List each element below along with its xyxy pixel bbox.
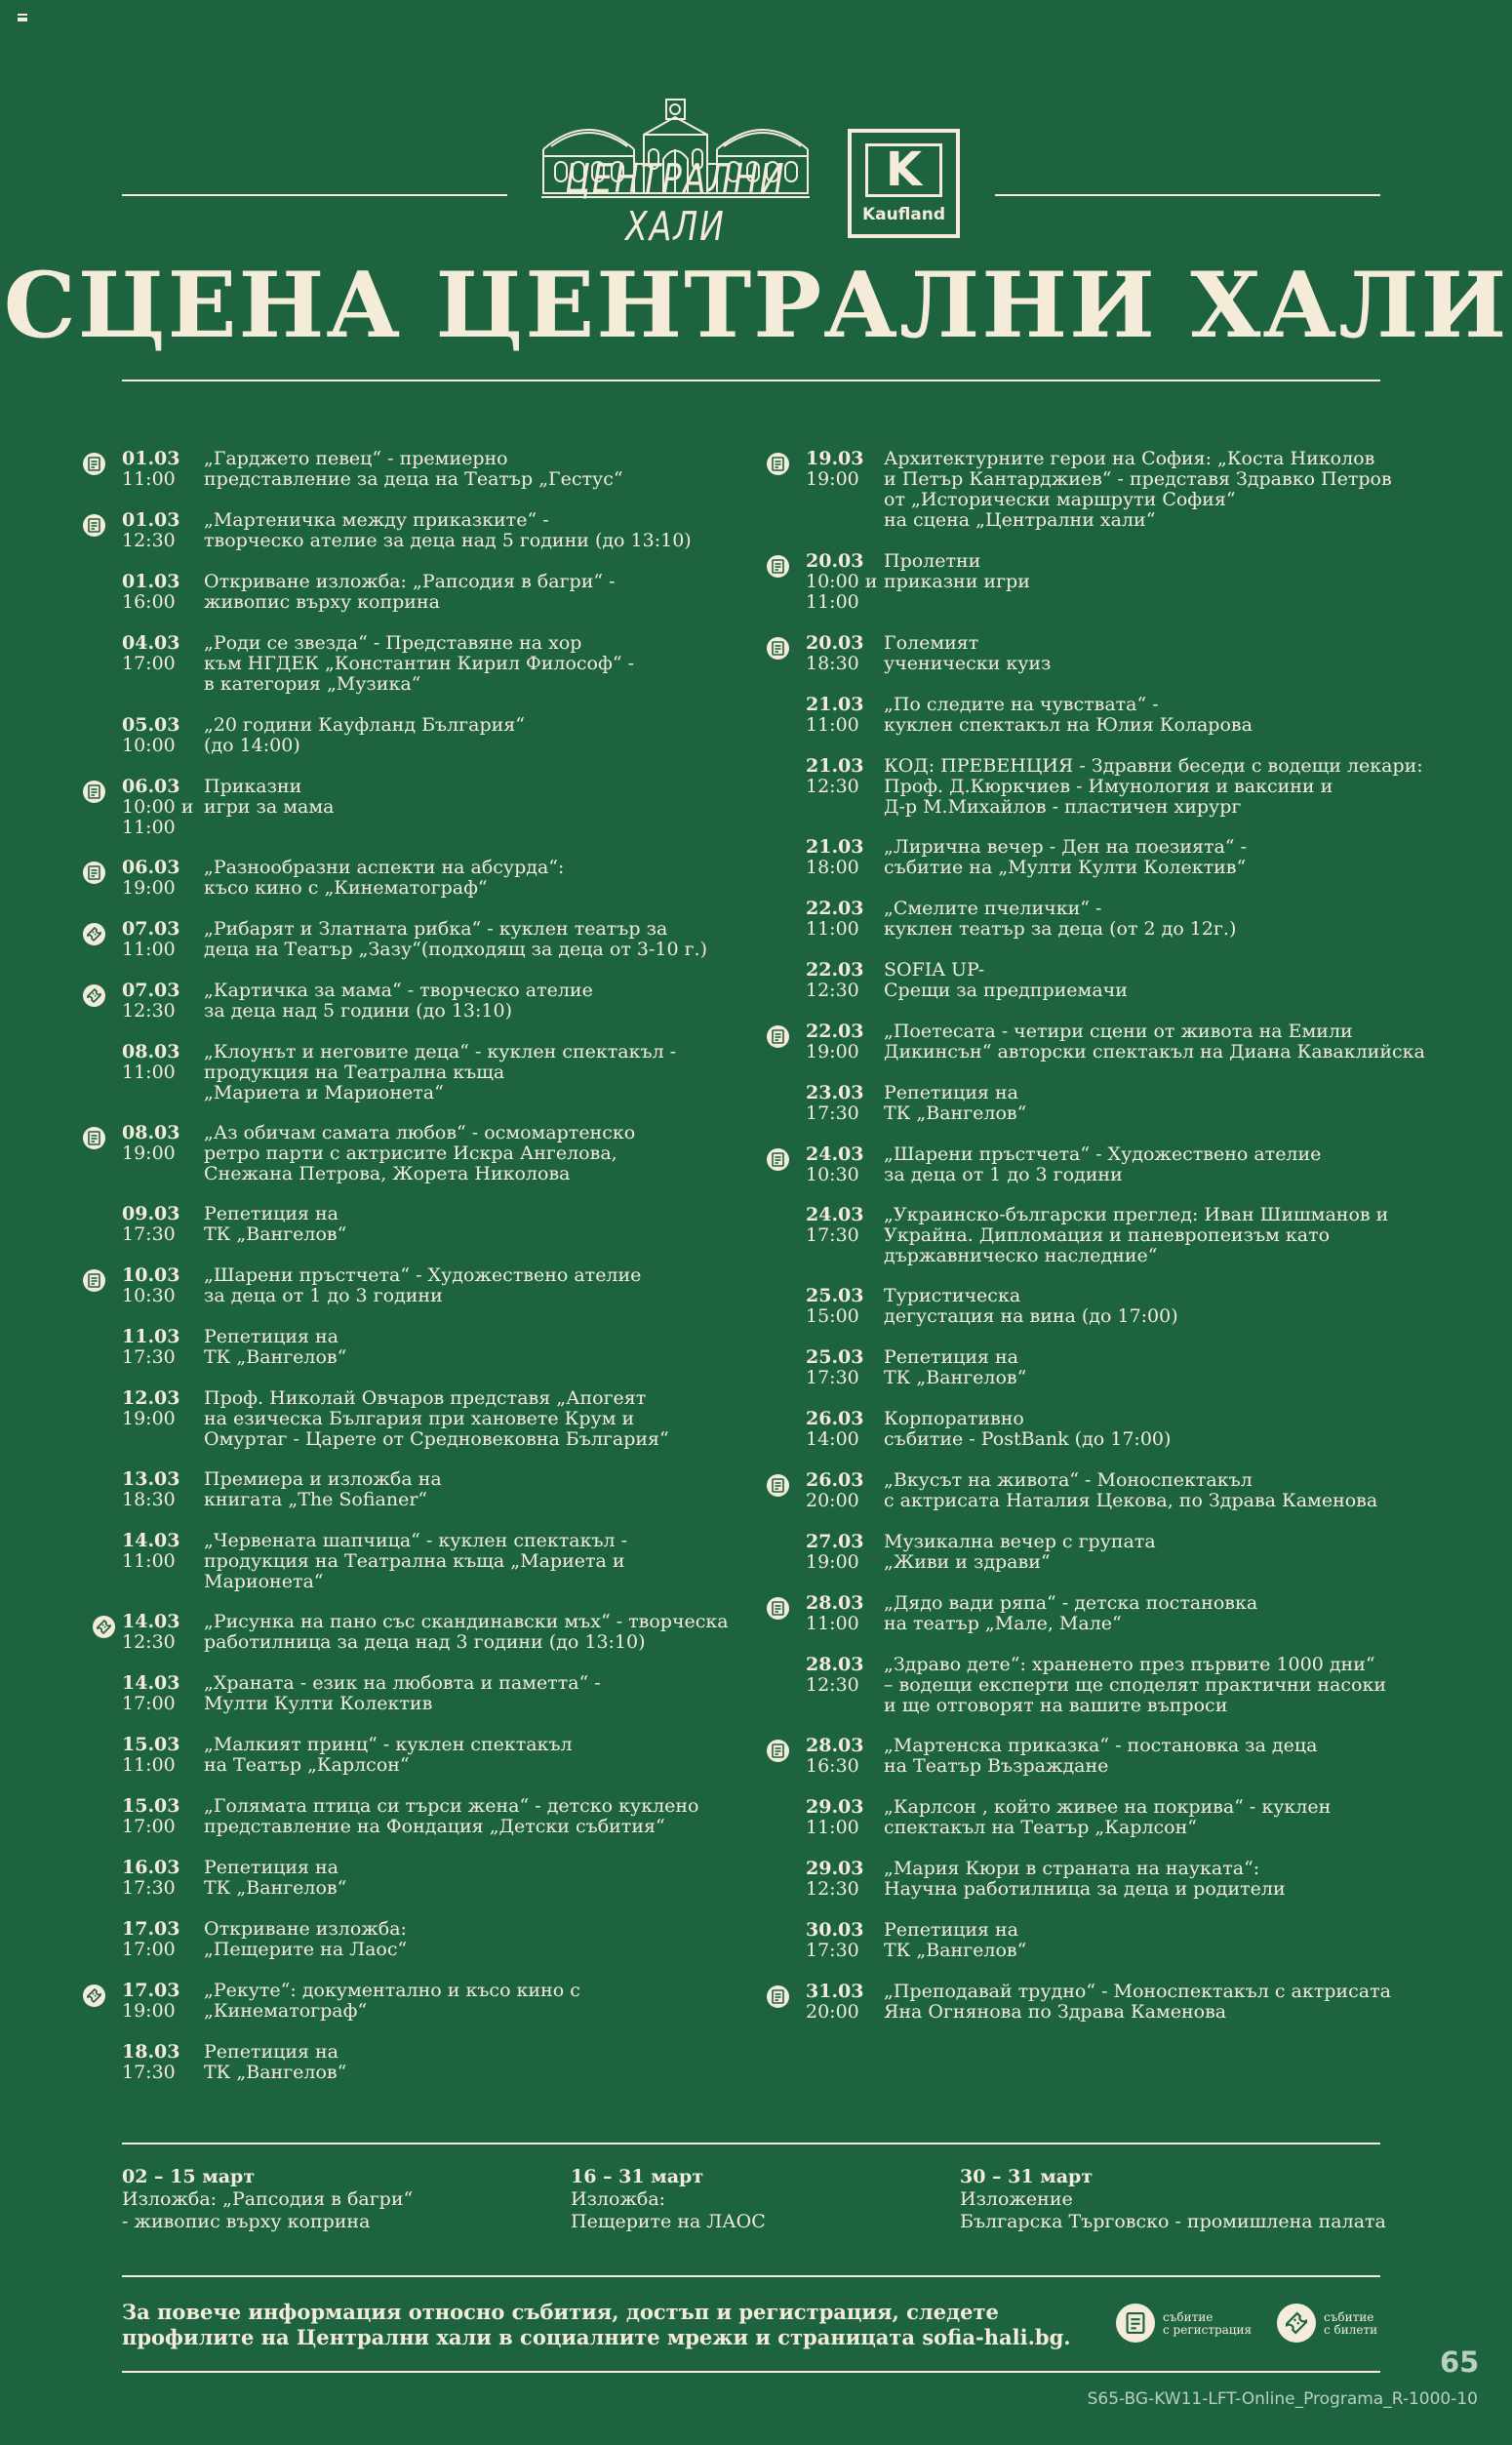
event-description: „Мартенска приказка“ - постановка за деца на Театър Възраждане bbox=[884, 1735, 1318, 1777]
event-description: „Шарени пръстчета“ - Художествено ателие за деца от 1 до 3 години bbox=[204, 1264, 642, 1306]
event-description: „По следите на чувствата“ - куклен спектакъл на Юлия Коларова bbox=[884, 694, 1253, 736]
page-title: СЦЕНА ЦЕНТРАЛНИ ХАЛИ bbox=[3, 252, 1509, 358]
event-description: „Разнообразни аспекти на абсурда“: късо кино с „Кинематограф“ bbox=[204, 857, 565, 899]
event-time: 12:30 bbox=[806, 1878, 859, 1900]
exhibition-dates: 16 – 31 март bbox=[571, 2166, 704, 2187]
event-time: 12:30 bbox=[122, 1631, 176, 1653]
registration-icon bbox=[83, 781, 105, 803]
event-date: 21.03 bbox=[806, 836, 864, 858]
event-time: 19:00 bbox=[122, 2000, 176, 2022]
event-time: 19:00 bbox=[806, 1551, 859, 1573]
event-time: 12:30 bbox=[806, 776, 859, 797]
title-rule bbox=[122, 380, 1380, 381]
event-description: „Шарени пръстчета“ - Художествено ателие за деца от 1 до 3 години bbox=[884, 1143, 1322, 1185]
ticket-icon bbox=[83, 923, 105, 945]
event-date: 28.03 bbox=[806, 1592, 864, 1614]
event-date: 08.03 bbox=[122, 1041, 180, 1062]
event-description: „Здраво дете“: храненето през първите 1000 дни“ – водещи експерти ще споделят практични насоки и ще отговорят на вашите въпроси bbox=[884, 1654, 1387, 1716]
registration-icon bbox=[83, 1127, 105, 1149]
event-date: 22.03 bbox=[806, 959, 864, 981]
event-date: 24.03 bbox=[806, 1204, 864, 1225]
event-time: 18:30 bbox=[122, 1489, 176, 1510]
event-description: „Рисунка на пано със скандинавски мъх“ - творческа работилница за деца над 3 години (до 13:10) bbox=[204, 1611, 729, 1653]
event-date: 25.03 bbox=[806, 1285, 864, 1306]
event-description: „Голямата птица си търси жена“ - детско куклено представление на Фондация „Детски събития“ bbox=[204, 1795, 699, 1837]
event-date: 14.03 bbox=[122, 1530, 180, 1551]
event-time: 17:00 bbox=[122, 653, 176, 674]
event-date: 14.03 bbox=[122, 1672, 180, 1694]
event-time: 20:00 bbox=[806, 2001, 859, 2023]
kaufland-logo bbox=[848, 129, 960, 238]
event-time: 17:30 bbox=[806, 1367, 859, 1388]
event-time: 16:30 bbox=[806, 1755, 859, 1777]
registration-icon bbox=[83, 1269, 105, 1292]
event-description: „Малкият принц“ - куклен спектакъл на Театър „Карлсон“ bbox=[204, 1734, 573, 1776]
event-description: „Роди се звезда“ - Представяне на хор към НГДЕК „Константин Кирил Философ“ - в категория „Музика“ bbox=[204, 632, 635, 695]
event-date: 28.03 bbox=[806, 1735, 864, 1756]
event-time: 17:30 bbox=[806, 1102, 859, 1124]
event-date: 06.03 bbox=[122, 776, 180, 797]
event-time: 11:00 bbox=[122, 1754, 176, 1776]
event-date: 21.03 bbox=[806, 755, 864, 777]
ticket-icon bbox=[83, 984, 105, 1007]
event-description: Репетиция на ТК „Вангелов“ bbox=[204, 1203, 347, 1245]
header-rule-right bbox=[995, 194, 1380, 196]
event-time: 17:00 bbox=[122, 1816, 176, 1837]
event-date: 16.03 bbox=[122, 1857, 180, 1878]
ticket-icon bbox=[1277, 2304, 1316, 2343]
event-time: 17:30 bbox=[806, 1940, 859, 1961]
registration-icon bbox=[767, 1474, 789, 1497]
event-time: 17:00 bbox=[122, 1939, 176, 1960]
event-time: 11:00 bbox=[806, 1613, 859, 1634]
event-time: 11:00 bbox=[806, 714, 859, 736]
event-description: Корпоративно събитие - PostBank (до 17:00) bbox=[884, 1408, 1172, 1450]
event-date: 07.03 bbox=[122, 918, 180, 940]
registration-icon bbox=[767, 453, 789, 475]
event-time: 10:00 и 11:00 bbox=[122, 796, 194, 838]
event-description: Музикална вечер с групата „Живи и здрави“ bbox=[884, 1531, 1156, 1573]
event-description: „Мартеничка между приказките“ - творческо ателие за деца над 5 години (до 13:10) bbox=[204, 509, 692, 551]
footer-top-rule bbox=[122, 2275, 1380, 2277]
event-date: 11.03 bbox=[122, 1326, 180, 1347]
exhibition-dates: 30 – 31 март bbox=[960, 2166, 1094, 2187]
event-time: 11:00 bbox=[122, 939, 176, 960]
event-description: „Поетесата - четири сцени от живота на Емили Дикинсън“ авторски спектакъл на Диана Каваклийска bbox=[884, 1021, 1425, 1062]
event-description: „Преподавай трудно“ - Моноспектакъл с актрисата Яна Огнянова по Здрава Каменова bbox=[884, 1981, 1391, 2023]
event-date: 27.03 bbox=[806, 1531, 864, 1552]
exhibition-item bbox=[571, 2166, 766, 2233]
event-date: 12.03 bbox=[122, 1387, 180, 1409]
registration-icon bbox=[767, 1985, 789, 2008]
event-time: 14:00 bbox=[806, 1428, 859, 1450]
event-description: „Мария Кюри в страната на науката“: Научна работилница за деца и родители bbox=[884, 1858, 1286, 1900]
registration-icon bbox=[83, 453, 105, 475]
event-date: 07.03 bbox=[122, 980, 180, 1001]
event-date: 20.03 bbox=[806, 550, 864, 572]
event-date: 25.03 bbox=[806, 1346, 864, 1368]
event-description: „Храната - език на любовта и паметта“ - Мулти Култи Колектив bbox=[204, 1672, 601, 1714]
legend-ticket-label: събитие с билети bbox=[1324, 2310, 1378, 2337]
event-date: 09.03 bbox=[122, 1203, 180, 1224]
registration-icon bbox=[767, 555, 789, 578]
event-time: 10:00 bbox=[122, 735, 176, 756]
exhibitions-top-rule bbox=[122, 2143, 1380, 2144]
event-description: Архитектурните герои на София: „Коста Николов и Петър Кантарджиев“ - представя Здравко Петров от „Исторически маршрути София“ на сцена „Централни хали“ bbox=[884, 448, 1392, 531]
event-date: 29.03 bbox=[806, 1796, 864, 1818]
registration-icon bbox=[767, 1148, 789, 1171]
event-time: 18:30 bbox=[806, 653, 859, 674]
event-description: „Гарджето певец“ - премиерно представление за деца на Театър „Гестус“ bbox=[204, 448, 623, 490]
registration-icon bbox=[767, 637, 789, 660]
kaufland-wordmark: Kaufland bbox=[861, 205, 946, 224]
event-date: 21.03 bbox=[806, 694, 864, 715]
legend-registration-label: събитие с регистрация bbox=[1163, 2310, 1253, 2337]
event-description: Премиера и изложба на книгата „The Sofianer“ bbox=[204, 1468, 442, 1510]
event-description: Проф. Николай Овчаров представя „Апогеят на езическа България при хановете Крум и Омуртаг - Царете от Средновековна България“ bbox=[204, 1387, 669, 1450]
event-description: „Лирична вечер - Ден на поезията“ - събитие на „Мулти Култи Колектив“ bbox=[884, 836, 1247, 878]
event-date: 14.03 bbox=[122, 1611, 180, 1632]
event-description: Големият ученически куиз bbox=[884, 632, 1052, 674]
event-date: 22.03 bbox=[806, 1021, 864, 1042]
event-description: Репетиция на ТК „Вангелов“ bbox=[204, 2041, 347, 2083]
page-number: 65 bbox=[1440, 2345, 1480, 2379]
registration-icon bbox=[1116, 2304, 1155, 2343]
central-halls-name: ЦЕНТРАЛНИ ХАЛИ bbox=[565, 154, 786, 250]
event-date: 17.03 bbox=[122, 1918, 180, 1940]
exhibition-dates: 02 – 15 март bbox=[122, 2166, 256, 2187]
event-description: „Вкусът на живота“ - Моноспектакъл с актрисата Наталия Цекова, по Здрава Каменова bbox=[884, 1469, 1378, 1511]
event-time: 19:00 bbox=[122, 1408, 176, 1429]
event-date: 22.03 bbox=[806, 898, 864, 919]
event-date: 08.03 bbox=[122, 1122, 180, 1143]
event-date: 01.03 bbox=[122, 571, 180, 592]
kaufland-k-letter: K bbox=[885, 142, 923, 197]
exhibition-line: Изложение bbox=[960, 2188, 1073, 2210]
event-description: Откриване изложба: „Пещерите на Лаос“ bbox=[204, 1918, 408, 1960]
event-description: Туристическа дегустация на вина (до 17:00) bbox=[884, 1285, 1178, 1327]
registration-icon bbox=[83, 862, 105, 884]
event-date: 05.03 bbox=[122, 714, 180, 736]
footer-info-text: За повече информация относно събития, достъп и регистрация, следете профилите на Централни хали в социалните мрежи и страницата sofia-hali.bg. bbox=[122, 2300, 1071, 2349]
event-date: 15.03 bbox=[122, 1734, 180, 1755]
event-description: „Дядо вади ряпа“ - детска постановка на театър „Мале, Мале“ bbox=[884, 1592, 1258, 1634]
event-time: 19:00 bbox=[806, 468, 859, 490]
event-time: 11:00 bbox=[122, 1550, 176, 1572]
event-description: „Картичка за мама“ - творческо ателие за деца над 5 години (до 13:10) bbox=[204, 980, 593, 1022]
event-time: 19:00 bbox=[122, 877, 176, 899]
event-description: Репетиция на ТК „Вангелов“ bbox=[204, 1857, 347, 1899]
event-description: Пролетни приказни игри bbox=[884, 550, 1030, 592]
event-time: 10:30 bbox=[122, 1285, 176, 1306]
exhibition-item bbox=[960, 2166, 1386, 2233]
event-description: „Рекуте“: документално и късо кино с „Кинематограф“ bbox=[204, 1980, 580, 2022]
header-rule-left bbox=[122, 194, 507, 196]
event-date: 13.03 bbox=[122, 1468, 180, 1490]
event-time: 17:30 bbox=[122, 2062, 176, 2083]
ticket-icon bbox=[83, 1984, 105, 2007]
event-description: „Аз обичам самата любов“ - осмомартенско ретро парти с актрисите Искра Ангелова, Снежана Петрова, Жорета Николова bbox=[204, 1122, 636, 1184]
event-date: 26.03 bbox=[806, 1469, 864, 1491]
event-date: 26.03 bbox=[806, 1408, 864, 1429]
registration-icon bbox=[767, 1597, 789, 1620]
event-description: Репетиция на ТК „Вангелов“ bbox=[884, 1919, 1027, 1961]
event-description: SOFIA UP- Срещи за предприемачи bbox=[884, 959, 1128, 1001]
event-description: Репетиция на ТК „Вангелов“ bbox=[884, 1346, 1027, 1388]
registration-icon bbox=[767, 1025, 789, 1048]
document-code: S65-BG-KW11-LFT-Online_Programa_R-1000-10 bbox=[1087, 2389, 1478, 2409]
event-time: 17:30 bbox=[122, 1877, 176, 1899]
event-date: 18.03 bbox=[122, 2041, 180, 2063]
event-date: 15.03 bbox=[122, 1795, 180, 1817]
exhibition-line: - живопис върху коприна bbox=[122, 2211, 371, 2232]
event-time: 18:00 bbox=[806, 857, 859, 878]
event-description: „Украинско-български преглед: Иван Шишманов и Украйна. Дипломация и паневропеизъм като държавническо наследние“ bbox=[884, 1204, 1389, 1266]
event-date: 20.03 bbox=[806, 632, 864, 654]
exhibition-item bbox=[122, 2166, 413, 2233]
event-time: 15:00 bbox=[806, 1305, 859, 1327]
exhibition-line: Българска Търговско - промишлена палата bbox=[960, 2211, 1386, 2232]
event-description: „Клоунът и неговите деца“ - куклен спектакъл - продукция на Театрална къща „Мариета и Марионета“ bbox=[204, 1041, 677, 1103]
event-time: 12:30 bbox=[122, 1000, 176, 1022]
event-time: 12:30 bbox=[122, 530, 176, 551]
event-date: 06.03 bbox=[122, 857, 180, 878]
event-description: „20 години Кауфланд България“ (до 14:00) bbox=[204, 714, 525, 756]
footer-bottom-rule bbox=[122, 2371, 1380, 2373]
event-time: 16:00 bbox=[122, 591, 176, 613]
event-date: 31.03 bbox=[806, 1981, 864, 2002]
event-date: 04.03 bbox=[122, 632, 180, 654]
event-description: Репетиция на ТК „Вангелов“ bbox=[204, 1326, 347, 1368]
event-time: 10:30 bbox=[806, 1164, 859, 1185]
event-time: 12:30 bbox=[806, 980, 859, 1001]
event-time: 17:30 bbox=[806, 1224, 859, 1246]
menu-icon[interactable] bbox=[18, 14, 27, 21]
event-time: 11:00 bbox=[806, 1817, 859, 1838]
event-date: 17.03 bbox=[122, 1980, 180, 2001]
event-time: 19:00 bbox=[806, 1041, 859, 1062]
exhibition-line: Изложба: bbox=[571, 2188, 666, 2210]
event-time: 11:00 bbox=[122, 1062, 176, 1083]
event-description: „Рибарят и Златната рибка“ - куклен театър за деца на Театър „Зазу“(подходящ за деца от 3-10 г.) bbox=[204, 918, 708, 960]
event-description: Репетиция на ТК „Вангелов“ bbox=[884, 1082, 1027, 1124]
event-time: 20:00 bbox=[806, 1490, 859, 1511]
event-date: 19.03 bbox=[806, 448, 864, 469]
event-description: Приказни игри за мама bbox=[204, 776, 335, 818]
event-description: „Смелите пчелички“ - куклен театър за деца (от 2 до 12г.) bbox=[884, 898, 1237, 940]
event-description: „Червената шапчица“ - куклен спектакъл - продукция на Театрална къща „Мариета и Марионета“ bbox=[204, 1530, 628, 1592]
event-time: 17:00 bbox=[122, 1693, 176, 1714]
event-date: 10.03 bbox=[122, 1264, 180, 1286]
exhibition-line: Пещерите на ЛАОС bbox=[571, 2211, 766, 2232]
event-date: 23.03 bbox=[806, 1082, 864, 1103]
event-time: 11:00 bbox=[806, 918, 859, 940]
registration-icon bbox=[767, 1740, 789, 1762]
event-date: 30.03 bbox=[806, 1919, 864, 1941]
event-date: 28.03 bbox=[806, 1654, 864, 1675]
registration-icon bbox=[83, 514, 105, 537]
event-time: 19:00 bbox=[122, 1142, 176, 1164]
event-description: КОД: ПРЕВЕНЦИЯ - Здравни беседи с водещи лекари: Проф. Д.Кюркчиев - Имунология и ваксини и Д-р М.Михайлов - пластичен хирург bbox=[884, 755, 1423, 818]
event-time: 12:30 bbox=[806, 1674, 859, 1696]
event-description: Откриване изложба: „Рапсодия в багри“ - живопис върху коприна bbox=[204, 571, 616, 613]
exhibition-line: Изложба: „Рапсодия в багри“ bbox=[122, 2188, 414, 2210]
event-description: „Карлсон , който живее на покрива“ - куклен спектакъл на Театър „Карлсон“ bbox=[884, 1796, 1332, 1838]
event-date: 29.03 bbox=[806, 1858, 864, 1879]
event-date: 24.03 bbox=[806, 1143, 864, 1165]
kaufland-k-box bbox=[865, 143, 942, 197]
central-halls-logo bbox=[541, 96, 810, 250]
event-time: 10:00 и 11:00 bbox=[806, 571, 878, 613]
event-date: 01.03 bbox=[122, 448, 180, 469]
event-time: 11:00 bbox=[122, 468, 176, 490]
ticket-icon bbox=[93, 1616, 115, 1638]
event-date: 01.03 bbox=[122, 509, 180, 531]
event-time: 17:30 bbox=[122, 1223, 176, 1245]
event-time: 17:30 bbox=[122, 1346, 176, 1368]
